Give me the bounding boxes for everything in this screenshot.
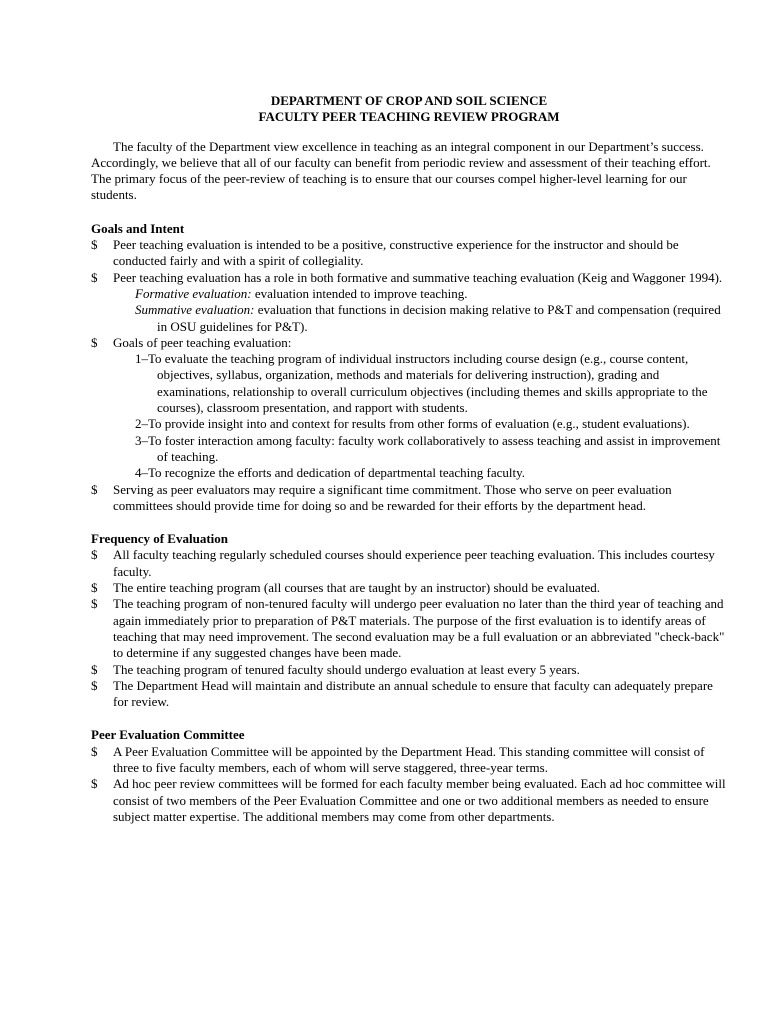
summative-term: Summative evaluation: <box>135 302 255 318</box>
list-item <box>91 237 727 270</box>
bullet-mark: $ <box>91 596 98 612</box>
bullet-text: The entire teaching program (all courses that are taught by an instructor) should be evaluated. <box>113 580 600 596</box>
list-item <box>91 596 727 661</box>
bullet-text: Peer teaching evaluation is intended to be a positive, constructive experience for the instructor and should be conducted fairly and with a spirit of collegiality. <box>113 237 679 269</box>
bullet-text: The Department Head will maintain and distribute an annual schedule to ensure that faculty can adequately prepare for review. <box>113 677 713 710</box>
goal-item: 4–To recognize the efforts and dedication of departmental teaching faculty. <box>135 465 526 481</box>
document-page <box>91 93 727 825</box>
goal-item: 1–To evaluate the teaching program of individual instructors including course design (e.g., course content, objectives, syllabus, organization, methods and materials for delivering instruction), grading and examinations, relationship to overall curriculum objectives (including themes and skills appropriate to the courses), classroom presentation, and rapport with students. <box>135 351 708 416</box>
department-title: DEPARTMENT OF CROP AND SOIL SCIENCE <box>270 93 548 108</box>
bullet-mark: $ <box>91 677 98 693</box>
frequency-heading: Frequency of Evaluation <box>91 531 228 547</box>
list-item <box>91 482 727 515</box>
goals-list <box>91 351 727 481</box>
summative-definition <box>135 302 727 335</box>
bullet-text: Serving as peer evaluators may require a significant time commitment. Those who serve on peer evaluation committees should provide time for doing so and be rewarded for their efforts by the department head. <box>113 481 672 513</box>
goal-item: 2–To provide insight into and context for results from other forms of evaluation (e.g., student evaluations). <box>135 416 690 432</box>
definition-block <box>91 286 727 335</box>
list-item <box>91 744 727 777</box>
frequency-section <box>91 531 727 710</box>
bullet-mark: $ <box>91 547 98 563</box>
bullet-text: A Peer Evaluation Committee will be appointed by the Department Head. This standing committee will consist of three to five faculty members, each of whom will serve staggered, three-year terms. <box>113 743 705 775</box>
bullet-text: Goals of peer teaching evaluation: <box>113 334 292 350</box>
bullet-text: The teaching program of tenured faculty should undergo evaluation at least every 5 years. <box>113 661 580 677</box>
bullet-mark: $ <box>91 334 98 350</box>
program-title: FACULTY PEER TEACHING REVIEW PROGRAM <box>258 109 560 125</box>
bullet-mark: $ <box>91 481 98 497</box>
committee-section <box>91 727 727 825</box>
list-item <box>91 662 727 678</box>
goals-heading: Goals and Intent <box>91 220 185 236</box>
bullet-mark: $ <box>91 776 98 792</box>
formative-term: Formative evaluation: <box>135 285 252 301</box>
list-item <box>91 335 727 351</box>
bullet-mark: $ <box>91 743 98 759</box>
bullet-mark: $ <box>91 237 98 253</box>
bullet-text: Ad hoc peer review committees will be formed for each faculty member being evaluated. Each ad hoc committee will consist of two members of the Peer Evaluation Committee and one or two additional members as needed to ensure subject matter expertise. The additional members may come from other departments. <box>113 776 726 824</box>
list-item <box>91 547 727 580</box>
list-item <box>91 270 727 286</box>
list-item <box>91 776 727 825</box>
bullet-text: The teaching program of non-tenured faculty will undergo peer evaluation no later than the third year of teaching and again immediately prior to preparation of P&T materials. The purpose of the first evaluation is to identify areas of teaching that may need improvement. The second evaluation may be a full evaluation or an abbreviated "check-back" to determine if any suggested changes have been made. <box>113 596 725 661</box>
committee-heading: Peer Evaluation Committee <box>91 727 245 743</box>
formative-definition <box>135 286 727 302</box>
list-item <box>91 580 727 596</box>
bullet-text: Peer teaching evaluation has a role in both formative and summative teaching evaluation (Keig and Waggoner 1994). <box>113 269 723 285</box>
goals-section <box>91 221 727 514</box>
formative-text: evaluation intended to improve teaching. <box>251 285 468 301</box>
bullet-mark: $ <box>91 661 98 677</box>
bullet-mark: $ <box>91 269 98 285</box>
bullet-text: All faculty teaching regularly scheduled courses should experience peer teaching evaluation. This includes courtesy faculty. <box>113 547 715 579</box>
summative-text: evaluation that functions in decision making relative to P&T and compensation (required in OSU guidelines for P&T). <box>157 302 721 334</box>
goal-item: 3–To foster interaction among faculty: faculty work collaboratively to assess teaching and assist in improvement of teaching. <box>135 432 721 464</box>
bullet-mark: $ <box>91 580 98 596</box>
list-item <box>91 678 727 711</box>
intro-paragraph: The faculty of the Department view excellence in teaching as an integral component in our Department’s success. Accordingly, we believe that all of our faculty can benefit from periodic review and assessment of their teaching effort. The primary focus of the peer-review of teaching is to ensure that our courses compel higher-level learning for our students. <box>91 138 711 203</box>
